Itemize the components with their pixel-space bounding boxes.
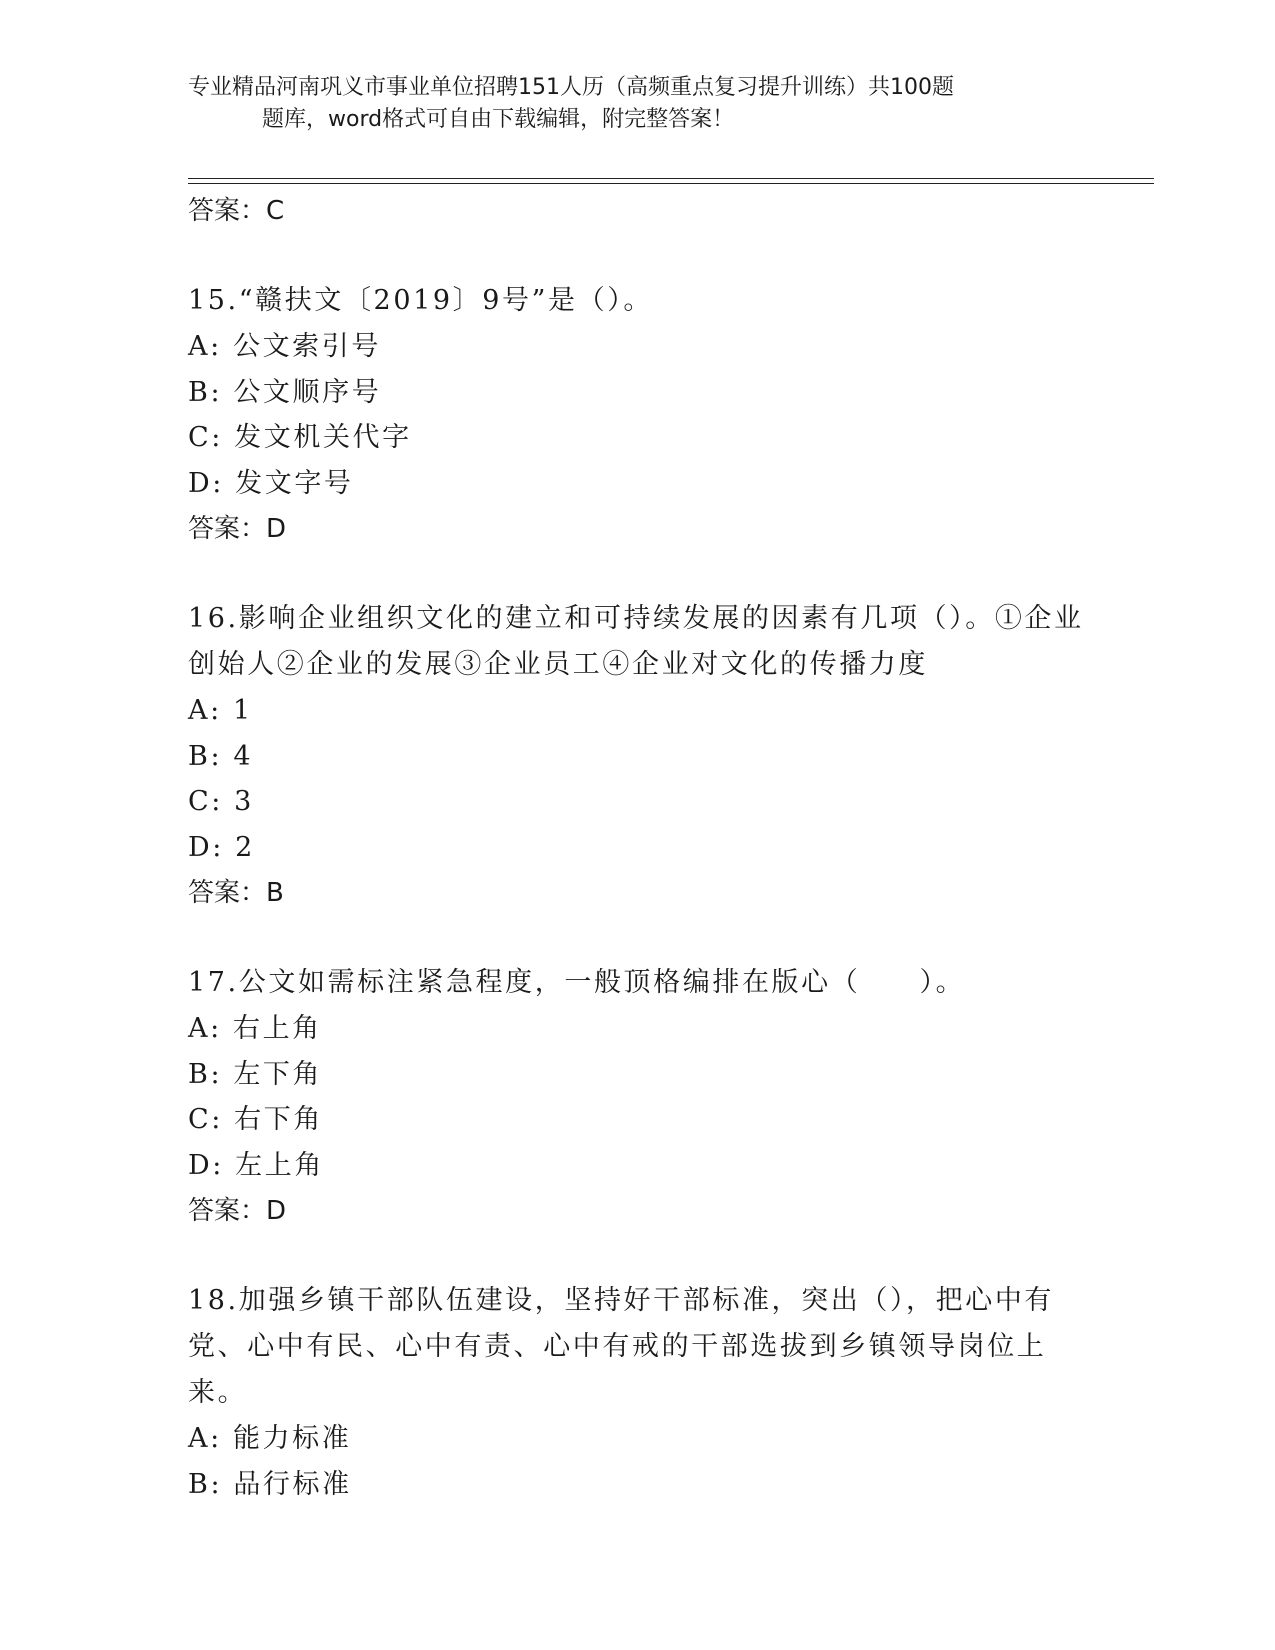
question-item (188, 1278, 1088, 1507)
question-item (188, 278, 1088, 552)
document-header (188, 72, 1068, 136)
header-title-line-2: 题库，word格式可自由下载编辑，附完整答案！ (262, 107, 735, 132)
question-stem: 18.加强乡镇干部队伍建设，坚持好干部标准，突出（），把心中有党、心中有民、心中有责、心中有戒的干部选拔到乡镇领导岗位上来。 (188, 1285, 1055, 1408)
question-item (188, 596, 1088, 916)
question-stem: 17.公文如需标注紧急程度，一般顶格编排在版心（ ）。 (188, 967, 966, 998)
option-b: B: 左下角 (188, 1058, 323, 1090)
option-d: D: 2 (188, 831, 255, 863)
option-b: B: 公文顺序号 (188, 376, 382, 408)
header-title-line-1: 专业精品河南巩义市事业单位招聘151人历（高频重点复习提升训练）共100题 (188, 75, 954, 100)
option-c: C: 3 (188, 786, 254, 817)
option-a: A: 公文索引号 (188, 331, 381, 362)
option-d: D: 发文字号 (188, 467, 354, 499)
answer-line: 答案：D (188, 1196, 287, 1226)
header-divider-top (188, 178, 1154, 179)
option-a: A: 1 (188, 695, 253, 726)
answer-line: 答案：B (188, 878, 284, 908)
option-d: D: 左上角 (188, 1149, 324, 1181)
answer-line: 答案：C (188, 196, 285, 226)
answer-line: 答案：D (188, 514, 287, 544)
option-b: B: 品行标准 (188, 1468, 352, 1500)
question-item (188, 960, 1088, 1234)
option-a: A: 能力标准 (188, 1423, 352, 1454)
header-divider-bottom (188, 183, 1154, 184)
question-stem: 15.“赣扶文〔2019〕9号”是（）。 (188, 285, 653, 316)
question-list (188, 188, 1088, 1507)
option-c: C: 发文机关代字 (188, 422, 412, 453)
option-b: B: 4 (188, 740, 254, 772)
option-a: A: 右上角 (188, 1013, 322, 1044)
question-stem: 16.影响企业组织文化的建立和可持续发展的因素有几项（）。①企业创始人②企业的发展③企业员工④企业对文化的传播力度 (188, 603, 1084, 680)
option-c: C: 右下角 (188, 1104, 323, 1135)
